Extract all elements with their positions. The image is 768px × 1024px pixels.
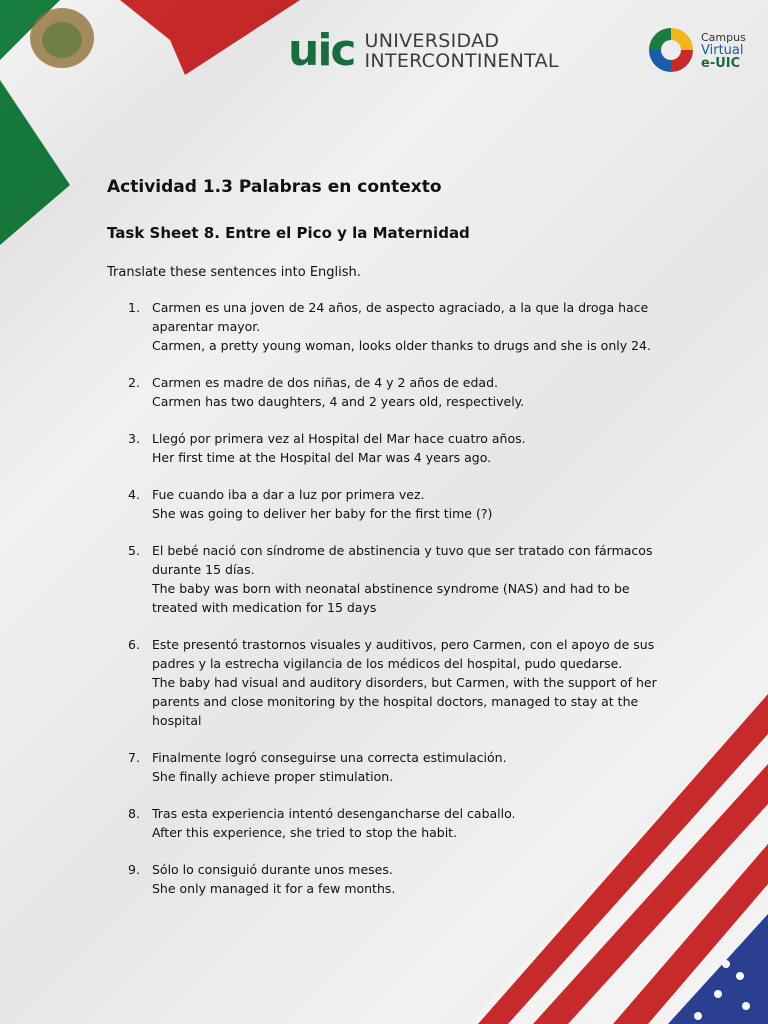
list-item xyxy=(107,748,677,786)
list-item xyxy=(107,541,677,617)
campus-ring-icon xyxy=(645,24,697,76)
uic-logo xyxy=(288,26,559,76)
uic-logo-line2: INTERCONTINENTAL xyxy=(364,50,559,72)
mexican-coat-of-arms-icon xyxy=(30,8,94,68)
spanish-sentence: Tras esta experiencia intentó desengancharse del caballo. xyxy=(152,806,516,821)
item-number: 3. xyxy=(128,431,140,446)
item-number: 7. xyxy=(128,750,140,765)
spanish-sentence: Finalmente logró conseguirse una correcta estimulación. xyxy=(152,750,507,765)
english-translation: Carmen, a pretty young woman, looks older thanks to drugs and she is only 24. xyxy=(152,338,651,353)
item-number: 5. xyxy=(128,543,140,558)
instruction-text: Translate these sentences into English. xyxy=(107,265,361,280)
spanish-sentence: El bebé nació con síndrome de abstinencia y tuvo que ser tratado con fármacos durante 15 días. xyxy=(152,543,653,577)
english-translation: The baby had visual and auditory disorders, but Carmen, with the support of her parents and close monitoring by the hospital doctors, managed to stay at the hospital xyxy=(152,675,657,728)
spanish-sentence: Carmen es una joven de 24 años, de aspecto agraciado, a la que la droga hace aparentar mayor. xyxy=(152,300,649,334)
item-number: 2. xyxy=(128,375,140,390)
english-translation: Carmen has two daughters, 4 and 2 years old, respectively. xyxy=(152,394,525,409)
list-item xyxy=(107,635,677,730)
document-body xyxy=(107,174,677,916)
english-translation: Her first time at the Hospital del Mar was 4 years ago. xyxy=(152,450,492,465)
list-item xyxy=(107,373,677,411)
sentence-list xyxy=(107,298,677,898)
campus-label: Campus xyxy=(701,30,746,44)
uic-logo-mark: uic xyxy=(288,25,355,76)
english-translation: The baby was born with neonatal abstinence syndrome (NAS) and had to be treated with medication for 15 days xyxy=(152,581,630,615)
item-number: 9. xyxy=(128,862,140,877)
list-item xyxy=(107,804,677,842)
list-item xyxy=(107,429,677,467)
page-subtitle: Task Sheet 8. Entre el Pico y la Maternidad xyxy=(107,224,470,242)
uic-logo-line1: UNIVERSIDAD xyxy=(364,30,500,52)
item-number: 4. xyxy=(128,487,140,502)
item-number: 8. xyxy=(128,806,140,821)
list-item xyxy=(107,485,677,523)
spanish-sentence: Sólo lo consiguió durante unos meses. xyxy=(152,862,393,877)
item-number: 1. xyxy=(128,300,140,315)
english-translation: She was going to deliver her baby for the first time (?) xyxy=(152,506,493,521)
english-translation: She only managed it for a few months. xyxy=(152,881,396,896)
spanish-sentence: Fue cuando iba a dar a luz por primera vez. xyxy=(152,487,425,502)
uic-logo-text xyxy=(365,31,559,71)
english-translation: After this experience, she tried to stop the habit. xyxy=(152,825,458,840)
virtual-label: Virtual xyxy=(701,42,744,58)
list-item xyxy=(107,860,677,898)
spanish-sentence: Carmen es madre de dos niñas, de 4 y 2 años de edad. xyxy=(152,375,498,390)
campus-virtual-logo xyxy=(645,24,746,76)
spanish-sentence: Llegó por primera vez al Hospital del Mar hace cuatro años. xyxy=(152,431,526,446)
euic-label: e-UIC xyxy=(701,55,741,71)
item-number: 6. xyxy=(128,637,140,652)
spanish-sentence: Este presentó trastornos visuales y auditivos, pero Carmen, con el apoyo de sus padres y la estrecha vigilancia de los médicos del hospital, pudo quedarse. xyxy=(152,637,655,671)
page-title: Actividad 1.3 Palabras en contexto xyxy=(107,177,442,197)
list-item xyxy=(107,298,677,355)
english-translation: She finally achieve proper stimulation. xyxy=(152,769,394,784)
